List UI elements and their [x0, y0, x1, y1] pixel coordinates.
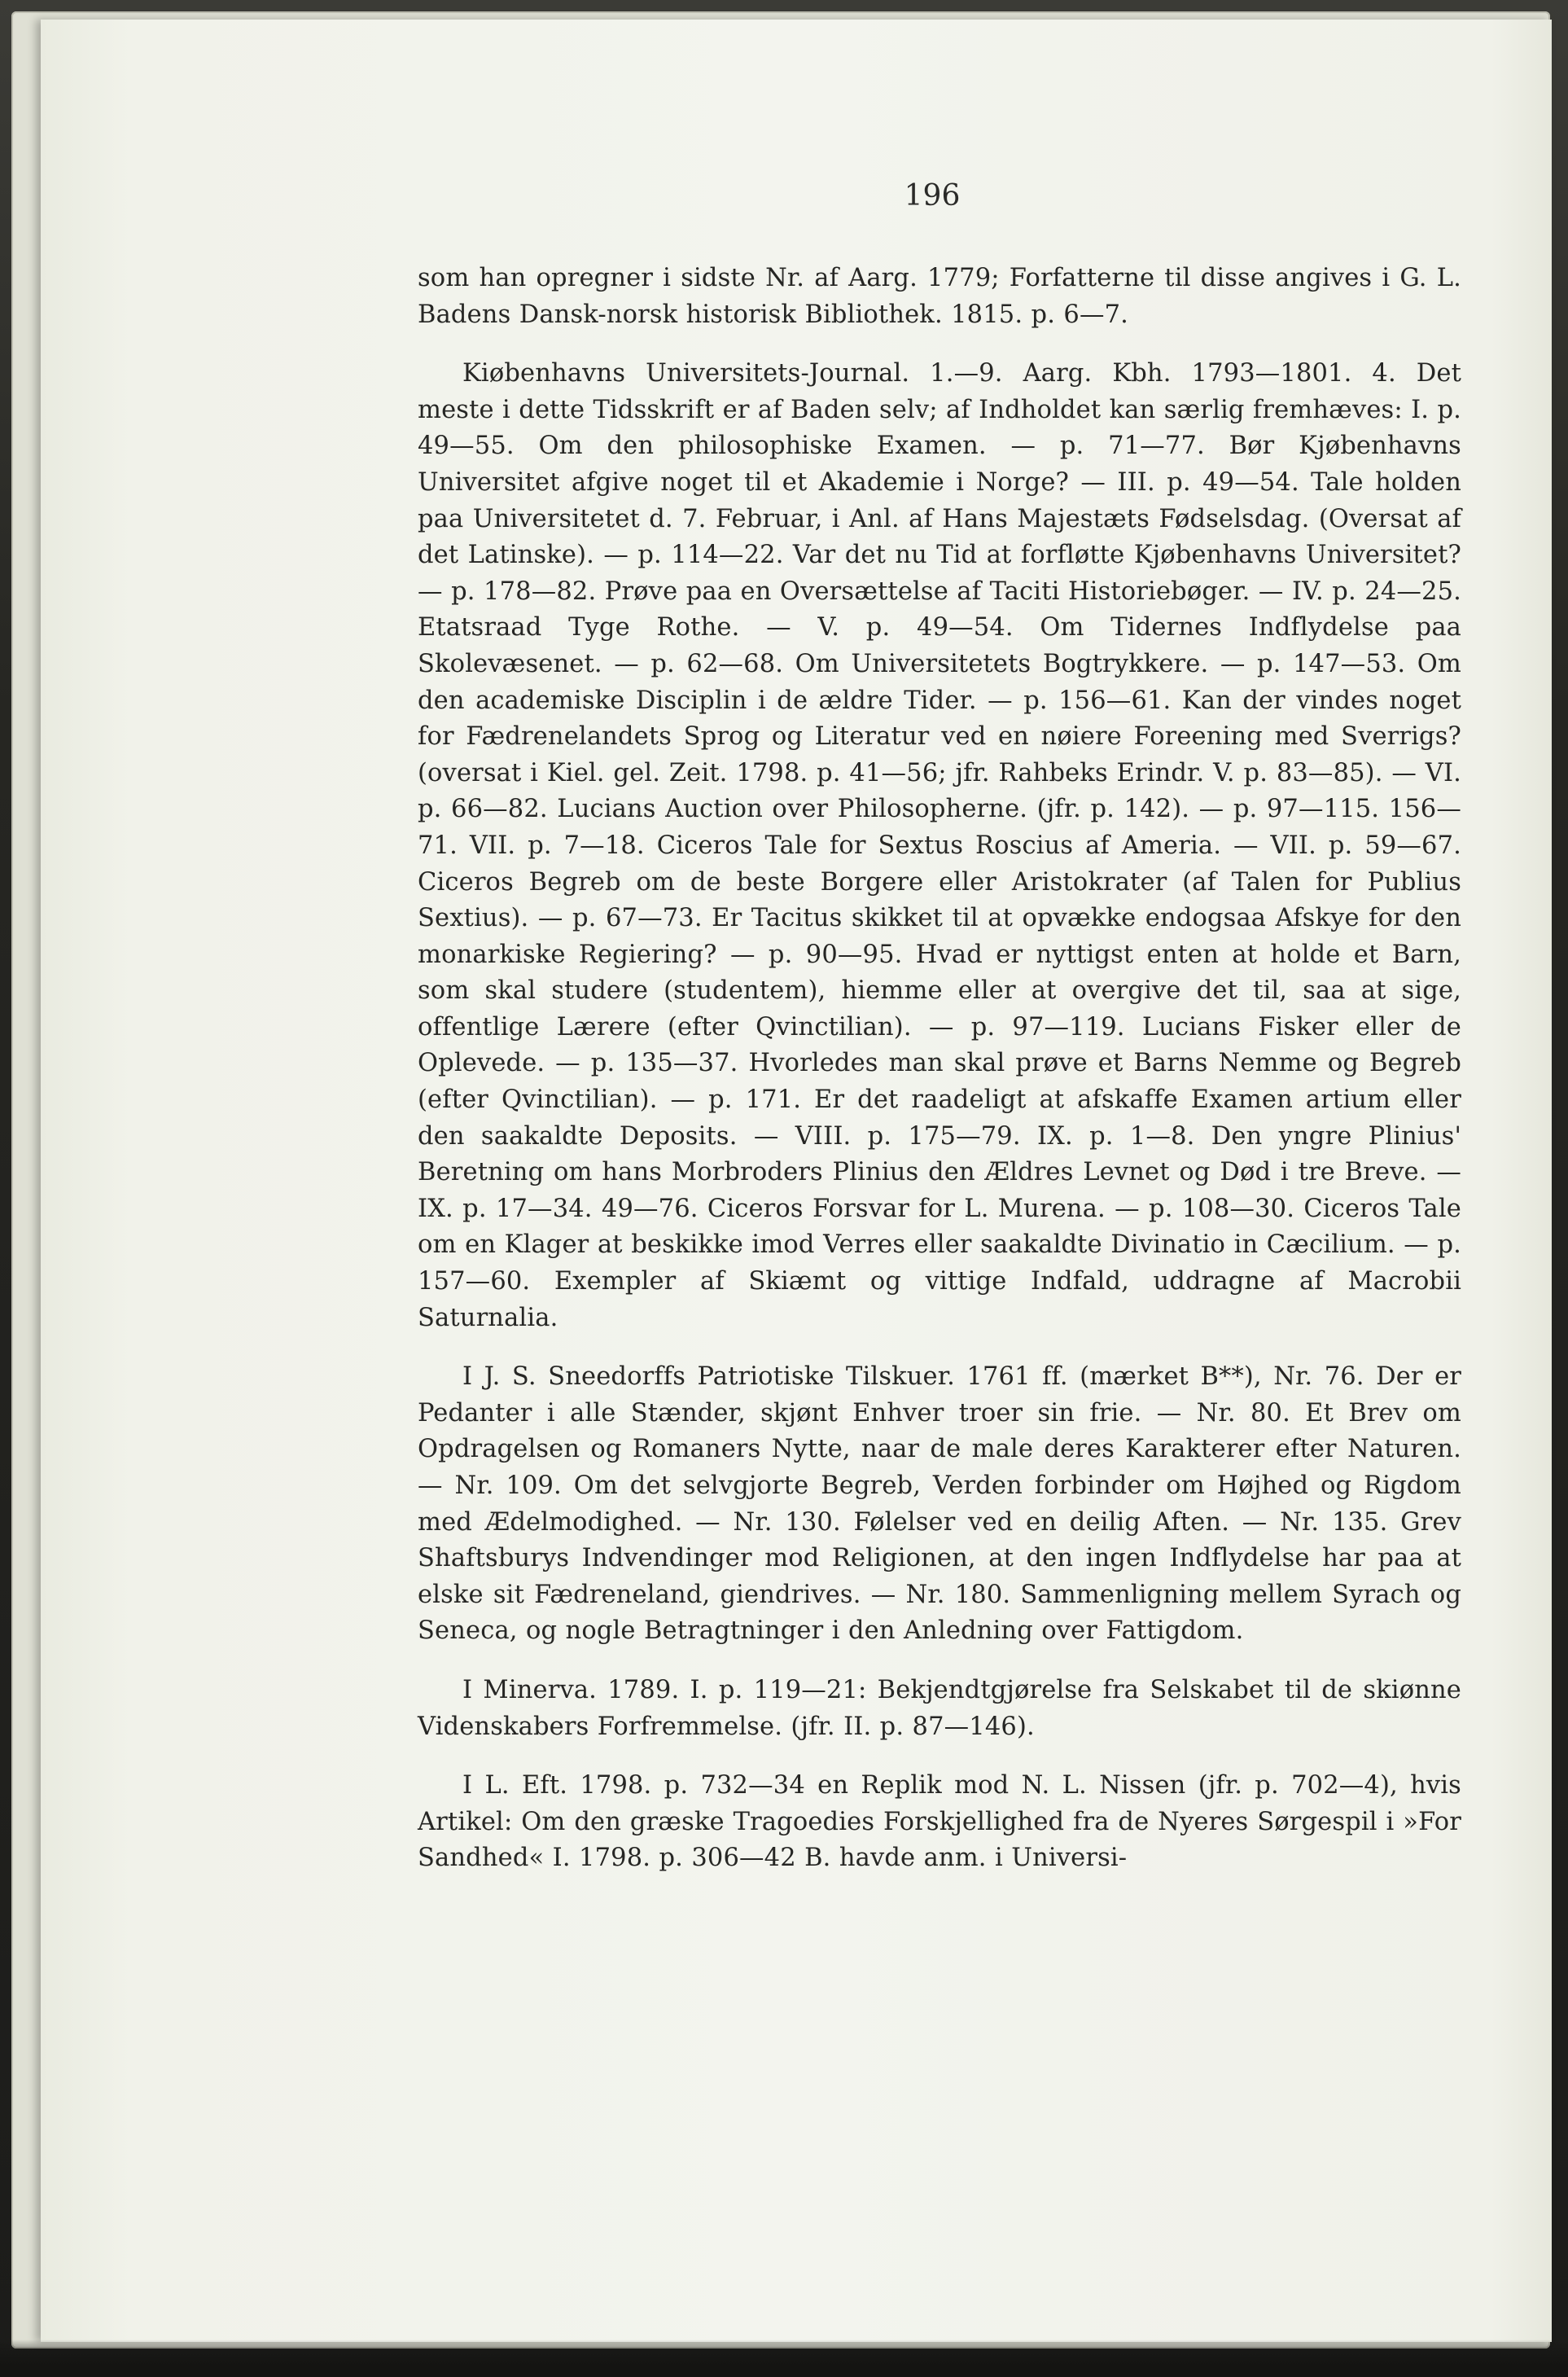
page-number: 196 [904, 179, 961, 213]
paragraph-minerva: I Minerva. 1789. I. p. 119—21: Bekjendtgjørelse fra Selskabet til de skiønne Videnskabers Forfremmelse. (jfr. II. p. 87—146). [418, 1675, 1461, 1741]
paragraph-l-eft: I L. Eft. 1798. p. 732—34 en Replik mod N. L. Nissen (jfr. p. 702—4), hvis Artikel: Om den græske Tragoedies Forskjellighed fra de Nyeres Sørgespil i »For Sandhed« I. 1798. p. 306—42 B. havde anm. i Universi- [418, 1771, 1461, 1873]
bottom-shadow [0, 2340, 1568, 2377]
paragraph-universitets-journal: Kiøbenhavns Universitets-Journal. 1.—9. Aarg. Kbh. 1793—1801. 4. Det meste i dette Tidsskrift er af Baden selv; af Indholdet kan særlig fremhæves: I. p. 49—55. Om den philosophiske Examen. — p. 71—77. Bør Kjøbenhavns Universitet afgive noget til et Akademie i Norge? — III. p. 49—54. Tale holden paa Universitetet d. 7. Februar, i Anl. af Hans Majestæts Fødselsdag. (Oversat af det Latinske). — p. 114—22. Var det nu Tid at forfløtte Kjøbenhavns Universitet? — p. 178—82. Prøve paa en Oversættelse af Taciti Historiebøger. — IV. p. 24—25. Etatsraad Tyge Rothe. — V. p. 49—54. Om Tidernes Indflydelse paa Skolevæsenet. — p. 62—68. Om Universitetets Bogtrykkere. — p. 147—53. Om den academiske Disciplin i de ældre Tider. — p. 156—61. Kan der vindes noget for Fædrenelandets Sprog og Literatur ved en nøiere Foreening med Sverrigs? (oversat i Kiel. gel. Zeit. 1798. p. 41—56; jfr. Rahbeks Erindr. V. p. 83—85). — VI. p. 66—82. Lucians Auction over Philosopherne. (jfr. p. 142). — p. 97—115. 156—71. VII. p. 7—18. Ciceros Tale for Sextus Roscius af Ameria. — VII. p. 59—67. Ciceros Begreb om de beste Borgere eller Aristokrater (af Talen for Publius Sextius). — p. 67—73. Er Tacitus skikket til at opvække endogsaa Afskye for den monarkiske Regiering? — p. 90—95. Hvad er nyttigst enten at holde et Barn, som skal studere (studentem), hiemme eller at overgive det til, saa at sige, offentlige Lærere (efter Qvinctilian). — p. 97—119. Lucians Fisker eller de Oplevede. — p. 135—37. Hvorledes man skal prøve et Barns Nemme og Begreb (efter Qvinctilian). — p. 171. Er det raadeligt at afskaffe Examen artium eller den saakaldte Deposits. — VIII. p. 175—79. IX. p. 1—8. Den yngre Plinius' Beretning om hans Morbroders Plinius den Ældres Levnet og Død i tre Breve. — IX. p. 17—34. 49—76. Ciceros Forsvar for L. Murena. — p. 108—30. Ciceros Tale om en Klager at beskikke imod Verres eller saakaldte Divinatio in Cæcilium. — p. 157—60. Exempler af Skiæmt og vittige Indfald, uddragne af Macrobii Saturnalia. [418, 359, 1462, 1332]
paragraph-continuation: som han opregner i sidste Nr. af Aarg. 1779; Forfatterne til disse angives i G. L. Badens Dansk-norsk historisk Bibliothek. 1815. p. 6—7. [418, 264, 1461, 329]
body-text [418, 261, 1461, 1900]
paragraph-patriotiske-tilskuer: I J. S. Sneedorffs Patriotiske Tilskuer. 1761 ff. (mærket B**), Nr. 76. Der er Pedanter i alle Stænder, skjønt Enhver troer sin frie. — Nr. 80. Et Brev om Opdragelsen og Romaners Nytte, naar de male deres Karakterer efter Naturen. — Nr. 109. Om det selvgjorte Begreb, Verden forbinder om Højhed og Rigdom med Ædelmodighed. — Nr. 130. Følelser ved en deilig Aften. — Nr. 135. Grev Shaftsburys Indvendinger mod Religionen, at den ingen Indflydelse har paa at elske sit Fædreneland, giendrives. — Nr. 180. Sammenligning mellem Syrach og Seneca, og nogle Betragtninger i den Anledning over Fattigdom. [418, 1362, 1461, 1646]
